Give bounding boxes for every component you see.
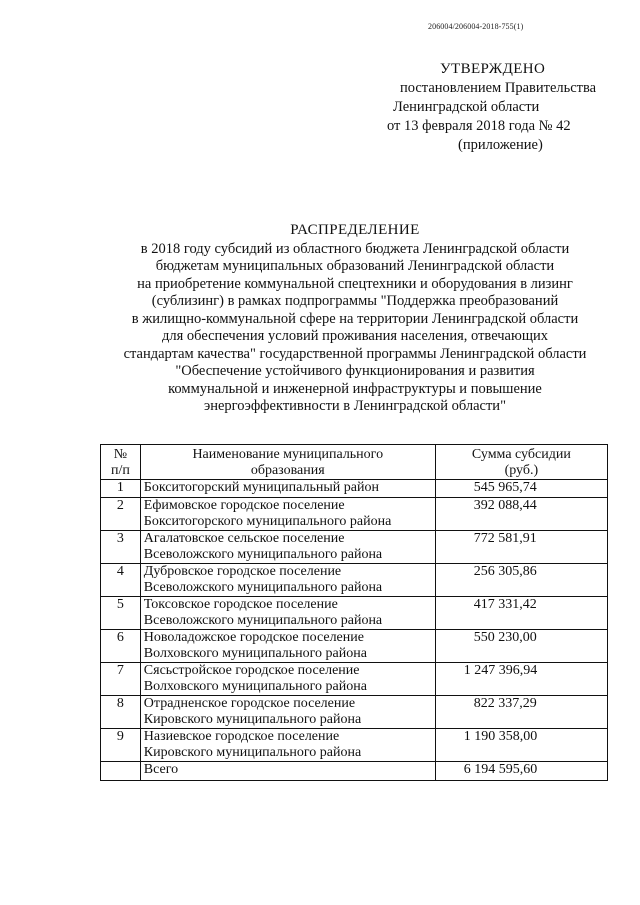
- row-sum: 417 331,42: [435, 597, 607, 630]
- row-sum: 550 230,00: [435, 630, 607, 663]
- header-number: [101, 445, 141, 480]
- header-text: п/п: [110, 463, 130, 478]
- title-line: энергоэффективности в Ленинградской области": [204, 398, 506, 414]
- row-name: [140, 696, 435, 729]
- row-sum: 1 247 396,94: [435, 663, 607, 696]
- table-row: [101, 480, 608, 498]
- row-number: 4: [101, 564, 141, 597]
- table-row: [101, 531, 608, 564]
- row-name: [140, 480, 435, 498]
- approval-line: (приложение): [458, 137, 543, 153]
- total-number-cell: [101, 762, 141, 781]
- row-sum: 822 337,29: [435, 696, 607, 729]
- row-name: [140, 498, 435, 531]
- header-text: №: [113, 447, 128, 462]
- row-number: 9: [101, 729, 141, 762]
- row-name-line: Всеволожского муниципального района: [143, 580, 383, 595]
- row-name-line: Волховского муниципального района: [143, 646, 367, 661]
- row-name: [140, 663, 435, 696]
- table-row: [101, 630, 608, 663]
- row-sum: 256 305,86: [435, 564, 607, 597]
- approval-line: Ленинградской области: [393, 99, 540, 115]
- row-name-line: Агалатовское сельское поселение: [143, 531, 345, 546]
- row-sum: 392 088,44: [435, 498, 607, 531]
- row-name-line: Ефимовское городское поселение: [143, 498, 345, 513]
- document-title: [90, 222, 620, 416]
- row-name: [140, 729, 435, 762]
- row-name: [140, 531, 435, 564]
- header-text: образования: [250, 463, 325, 478]
- title-line: стандартам качества" государственной программы Ленинградской области: [123, 345, 587, 362]
- header-text: Сумма субсидии: [471, 447, 571, 462]
- table-row: [101, 729, 608, 762]
- title-line: в жилищно-коммунальной сфере на территории Ленинградской области: [131, 310, 579, 327]
- title-line: (сублизинг) в рамках подпрограммы "Поддержка преобразований: [151, 293, 559, 309]
- title-heading: РАСПРЕДЕЛЕНИЕ: [290, 222, 420, 238]
- row-sum: 772 581,91: [435, 531, 607, 564]
- approval-line: постановлением Правительства: [400, 80, 597, 96]
- title-line: бюджетам муниципальных образований Ленинградской области: [155, 258, 555, 274]
- total-sum: 6 194 595,60: [435, 762, 607, 781]
- row-name-line: Кировского муниципального района: [143, 745, 362, 760]
- row-name: [140, 597, 435, 630]
- row-name-line: Сясьстройское городское поселение: [143, 663, 360, 678]
- header-name: [140, 445, 435, 480]
- header-sum: [435, 445, 607, 480]
- row-number: 6: [101, 630, 141, 663]
- table-header-row: [101, 445, 608, 480]
- row-name-line: Бокситогорский муниципальный район: [143, 480, 379, 495]
- row-name-line: Токсовское городское поселение: [143, 597, 338, 612]
- row-name-line: Новоладожское городское поселение: [143, 630, 364, 645]
- row-name-line: Кировского муниципального района: [143, 712, 362, 727]
- approval-stamp: [360, 60, 610, 155]
- row-sum: 545 965,74: [435, 480, 607, 498]
- table-row: [101, 564, 608, 597]
- table-total-row: [101, 762, 608, 781]
- title-line: "Обеспечение устойчивого функционирования и развития: [175, 363, 535, 379]
- row-name-line: Дубровское городское поселение: [143, 564, 342, 579]
- row-name: [140, 630, 435, 663]
- header-text: Наименование муниципального: [192, 447, 384, 462]
- title-line: коммунальной и инженерной инфраструктуры и повышение: [168, 380, 542, 397]
- total-label: Всего: [140, 762, 435, 781]
- row-name-line: Бокситогорского муниципального района: [143, 514, 392, 529]
- table-row: [101, 663, 608, 696]
- row-number: 2: [101, 498, 141, 531]
- header-text: (руб.): [504, 463, 539, 478]
- row-name-line: Всеволожского муниципального района: [143, 547, 383, 562]
- row-sum: 1 190 358,00: [435, 729, 607, 762]
- table-row: [101, 696, 608, 729]
- row-name-line: Всеволожского муниципального района: [143, 613, 383, 628]
- title-line: для обеспечения условий проживания населения, отвечающих: [161, 328, 549, 344]
- row-number: 3: [101, 531, 141, 564]
- table-row: [101, 597, 608, 630]
- row-name-line: Назиевское городское поселение: [143, 729, 340, 744]
- table-row: [101, 498, 608, 531]
- row-number: 5: [101, 597, 141, 630]
- subsidy-table: [100, 444, 608, 781]
- row-number: 8: [101, 696, 141, 729]
- row-name-line: Отрадненское городское поселение: [143, 696, 356, 711]
- title-line: в 2018 году субсидий из областного бюджета Ленинградской области: [140, 240, 570, 257]
- approval-heading: УТВЕРЖДЕНО: [440, 61, 546, 77]
- row-name-line: Волховского муниципального района: [143, 679, 367, 694]
- row-number: 7: [101, 663, 141, 696]
- approval-line: от 13 февраля 2018 года № 42: [387, 118, 571, 134]
- document-id: 206004/206004-2018-755(1): [428, 22, 524, 31]
- row-name: [140, 564, 435, 597]
- title-line: на приобретение коммунальной спецтехники и оборудования в лизинг: [137, 275, 573, 292]
- row-number: 1: [101, 480, 141, 498]
